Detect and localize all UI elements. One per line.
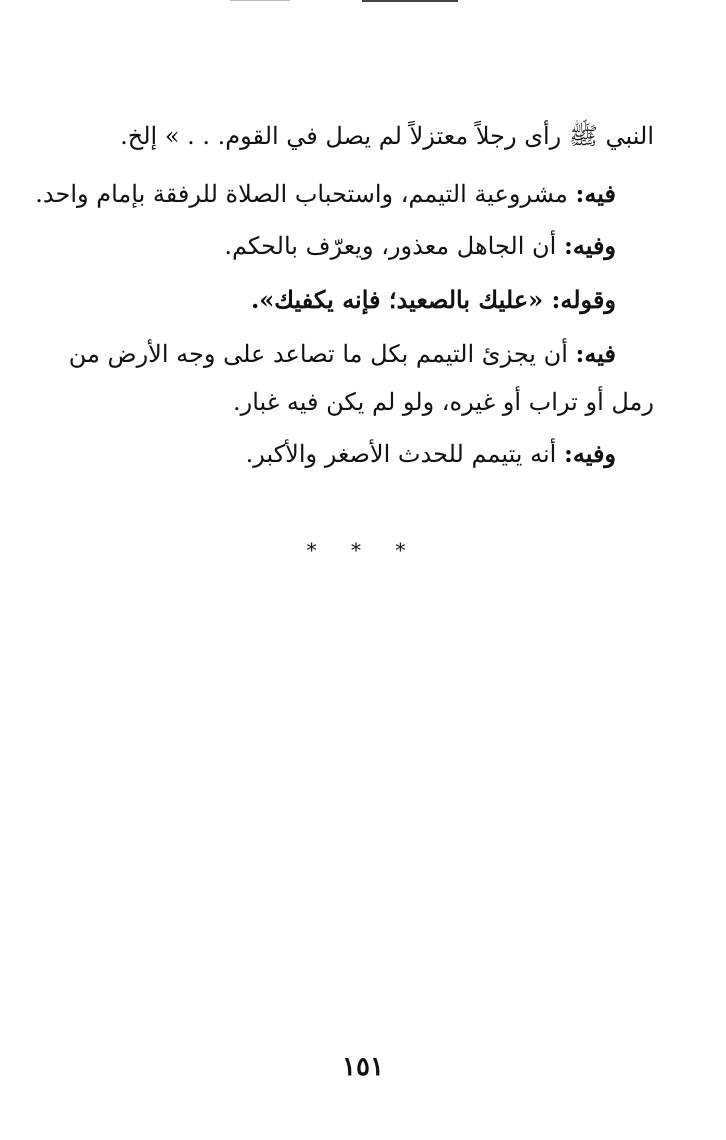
text-line-2	[35, 174, 616, 214]
line-lead: وقوله:	[551, 285, 616, 314]
line-text: أنه يتيمم للحدث الأصغر والأكبر.	[245, 440, 564, 468]
line-lead: وفيه:	[563, 231, 616, 260]
text-line-3	[224, 226, 616, 266]
section-separator: * * *	[306, 538, 420, 562]
line-text: النبي ﷺ رأى رجلاً معتزلاً لم يصل في القوم. . . » إلخ.	[120, 122, 654, 150]
line-lead: فيه:	[575, 339, 616, 368]
line-text: «عليك بالصعيد؛ فإنه يكفيك».	[250, 285, 552, 314]
line-lead: فيه:	[575, 179, 616, 208]
text-line-7	[246, 434, 616, 474]
line-text: رمل أو تراب أو غيره، ولو لم يكن فيه غبار.	[232, 388, 654, 416]
line-text: أن الجاهل معذور، ويعرّف بالحكم.	[224, 232, 564, 260]
line-text: مشروعية التيمم، واستحباب الصلاة للرفقة بإمام واحد.	[35, 180, 576, 208]
text-line-4	[251, 280, 616, 320]
line-lead: وفيه:	[563, 439, 616, 468]
page-number: ١٥١	[342, 1052, 384, 1082]
text-line-5	[69, 334, 616, 374]
text-line-6	[233, 382, 654, 422]
text-line-1	[120, 116, 654, 156]
line-text: أن يجزئ التيمم بكل ما تصاعد على وجه الأرض من	[68, 340, 576, 368]
